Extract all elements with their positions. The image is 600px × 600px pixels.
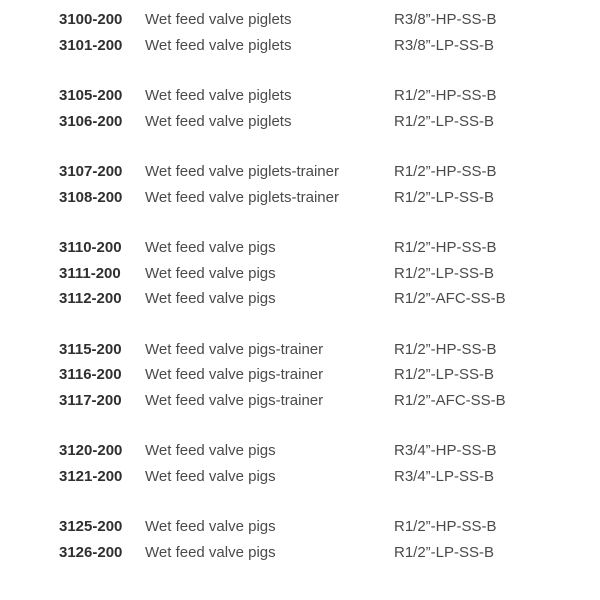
product-spec: R1/2”-HP-SS-B bbox=[394, 239, 497, 256]
product-code: 3111-200 bbox=[59, 264, 121, 282]
product-description: Wet feed valve pigs-trainer bbox=[145, 391, 324, 409]
product-spec: R1/2”-HP-SS-B bbox=[394, 340, 497, 358]
product-code: 3117-200 bbox=[59, 391, 122, 409]
product-spec: R1/2”-HP-SS-B bbox=[394, 87, 497, 104]
product-code: 3105-200 bbox=[59, 87, 123, 104]
product-code: 3101-200 bbox=[59, 36, 123, 54]
table-row bbox=[0, 161, 600, 187]
product-spec: R3/8”-HP-SS-B bbox=[394, 11, 497, 28]
product-spec: R1/2”-LP-SS-B bbox=[394, 543, 495, 561]
product-code: 3100-200 bbox=[59, 11, 123, 28]
table-row bbox=[0, 288, 600, 314]
product-description: Wet feed valve piglets bbox=[145, 11, 292, 28]
product-code: 3121-200 bbox=[59, 467, 123, 485]
table-row bbox=[0, 364, 600, 390]
product-description: Wet feed valve pigs-trainer bbox=[145, 366, 324, 383]
table-row bbox=[0, 237, 600, 263]
product-code: 3126-200 bbox=[59, 543, 123, 561]
product-description: Wet feed valve pigs-trainer bbox=[145, 340, 324, 358]
product-table bbox=[0, 9, 600, 592]
product-spec: R3/8”-LP-SS-B bbox=[394, 36, 495, 54]
product-description: Wet feed valve piglets-trainer bbox=[145, 188, 339, 206]
table-row bbox=[0, 187, 600, 213]
product-code: 3107-200 bbox=[59, 163, 123, 180]
product-group bbox=[0, 516, 600, 567]
product-description: Wet feed valve pigs bbox=[145, 543, 276, 561]
product-group bbox=[0, 339, 600, 416]
product-code: 3120-200 bbox=[59, 442, 123, 459]
table-row bbox=[0, 440, 600, 466]
product-description: Wet feed valve piglets-trainer bbox=[145, 163, 339, 180]
product-description: Wet feed valve pigs bbox=[145, 264, 276, 282]
table-row bbox=[0, 542, 600, 568]
table-row bbox=[0, 85, 600, 111]
product-spec: R1/2”-HP-SS-B bbox=[394, 518, 497, 535]
product-code: 3115-200 bbox=[59, 340, 122, 358]
table-row bbox=[0, 339, 600, 365]
product-code: 3116-200 bbox=[59, 366, 122, 383]
product-description: Wet feed valve piglets bbox=[145, 112, 292, 130]
product-spec: R3/4”-LP-SS-B bbox=[394, 467, 495, 485]
product-spec: R1/2”-AFC-SS-B bbox=[394, 290, 506, 307]
product-spec: R3/4”-HP-SS-B bbox=[394, 442, 497, 459]
table-row bbox=[0, 390, 600, 416]
product-group bbox=[0, 237, 600, 314]
product-description: Wet feed valve pigs bbox=[145, 518, 276, 535]
table-row bbox=[0, 9, 600, 35]
table-row bbox=[0, 516, 600, 542]
product-group bbox=[0, 161, 600, 212]
table-row bbox=[0, 35, 600, 61]
product-spec: R1/2”-AFC-SS-B bbox=[394, 391, 506, 409]
product-spec: R1/2”-HP-SS-B bbox=[394, 163, 497, 180]
product-description: Wet feed valve piglets bbox=[145, 87, 292, 104]
table-row bbox=[0, 466, 600, 492]
product-code: 3108-200 bbox=[59, 188, 123, 206]
product-spec: R1/2”-LP-SS-B bbox=[394, 264, 495, 282]
product-description: Wet feed valve pigs bbox=[145, 239, 276, 256]
product-spec: R1/2”-LP-SS-B bbox=[394, 188, 495, 206]
table-row bbox=[0, 111, 600, 137]
product-spec: R1/2”-LP-SS-B bbox=[394, 366, 495, 383]
product-code: 3110-200 bbox=[59, 239, 122, 256]
product-code: 3125-200 bbox=[59, 518, 123, 535]
product-description: Wet feed valve pigs bbox=[145, 442, 276, 459]
product-description: Wet feed valve pigs bbox=[145, 467, 276, 485]
product-group bbox=[0, 85, 600, 136]
product-group bbox=[0, 440, 600, 491]
product-spec: R1/2”-LP-SS-B bbox=[394, 112, 495, 130]
product-description: Wet feed valve piglets bbox=[145, 36, 292, 54]
product-code: 3112-200 bbox=[59, 290, 122, 307]
table-row bbox=[0, 263, 600, 289]
product-code: 3106-200 bbox=[59, 112, 123, 130]
product-group bbox=[0, 9, 600, 60]
product-description: Wet feed valve pigs bbox=[145, 290, 276, 307]
